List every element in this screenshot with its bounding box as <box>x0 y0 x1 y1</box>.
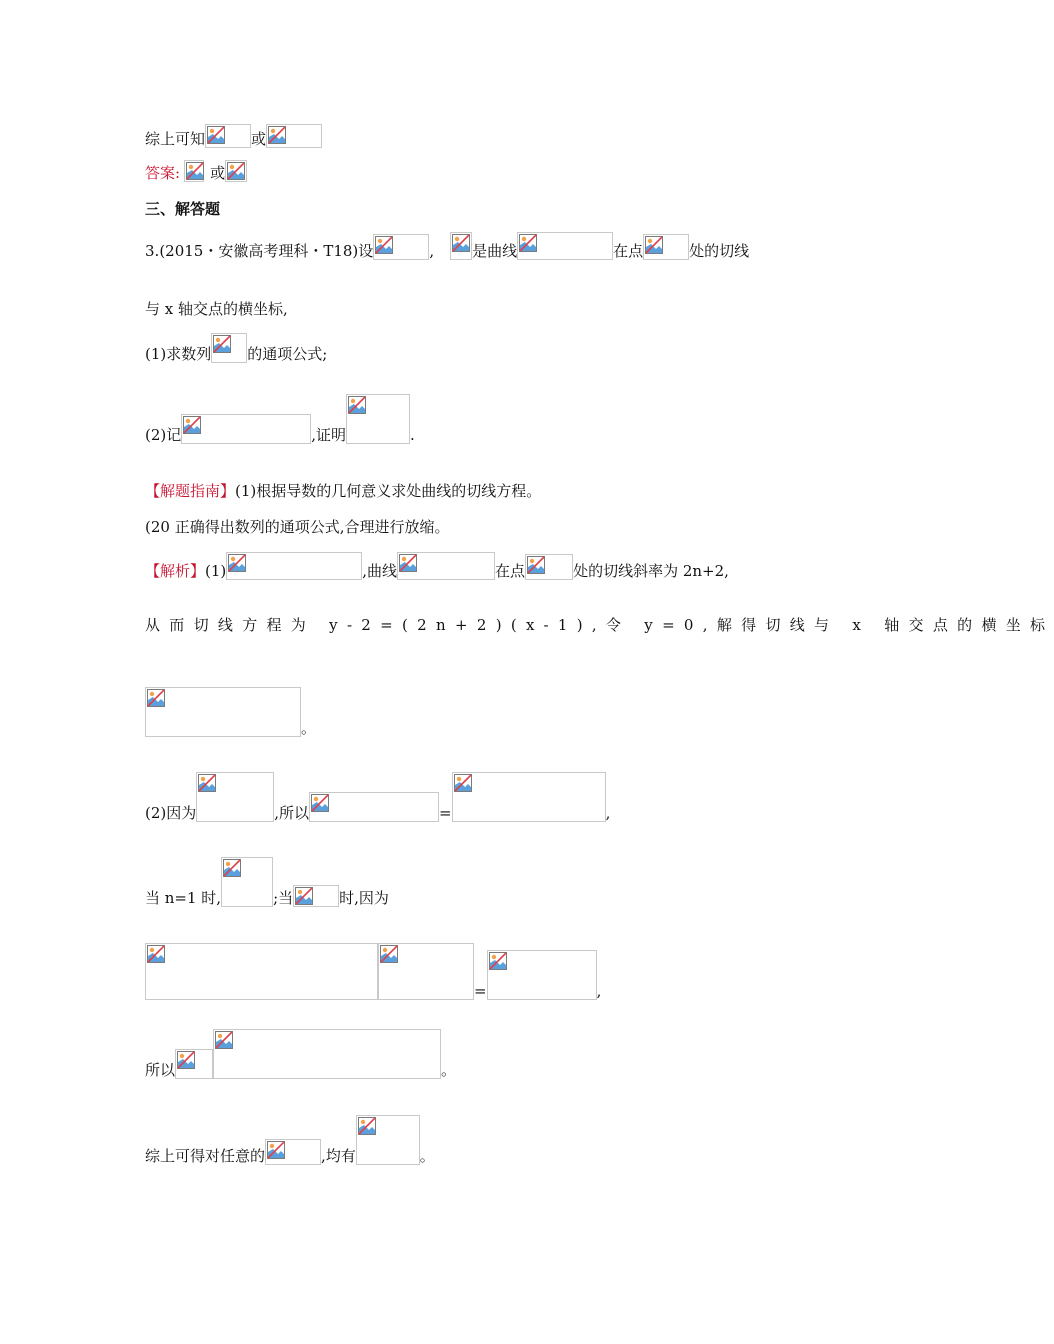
broken-image-icon <box>311 794 329 812</box>
text: ;当 <box>273 889 294 907</box>
formula-image <box>205 124 251 148</box>
solution-part-2-line-4 <box>145 1029 456 1079</box>
text: 综上可知 <box>145 130 206 148</box>
formula-image <box>346 394 410 444</box>
solution-label: 【解析】 <box>145 562 206 580</box>
text: 或 <box>251 130 267 148</box>
text: 。 <box>419 1147 435 1165</box>
formula-image <box>226 552 362 580</box>
solution-part-2-line-3 <box>145 943 601 1000</box>
text: 所以 <box>145 1061 176 1079</box>
broken-image-icon <box>213 335 231 353</box>
text: 时,因为 <box>339 889 389 907</box>
problem-number: 3. <box>145 242 160 260</box>
broken-image-icon <box>177 1051 195 1069</box>
formula-image <box>293 885 339 907</box>
text: 是曲线 <box>472 242 518 260</box>
formula-image <box>356 1115 420 1165</box>
text: , <box>605 804 611 822</box>
broken-image-icon <box>295 887 313 905</box>
text: . <box>410 426 415 444</box>
broken-image-icon <box>198 774 216 792</box>
broken-image-icon <box>147 945 165 963</box>
text: 设 <box>358 242 374 260</box>
text: (20 正确得出数列的通项公式,合理进行放缩。 <box>145 518 450 536</box>
broken-image-icon <box>228 554 246 572</box>
broken-image-icon <box>227 162 245 180</box>
formula-image <box>265 1139 321 1165</box>
solution-line-2 <box>145 616 1054 634</box>
solution-part-2-line-2 <box>145 857 389 907</box>
text: 综上可得对任意的 <box>145 1147 266 1165</box>
broken-image-icon <box>489 952 507 970</box>
formula-image <box>225 160 247 182</box>
part-2-question <box>145 394 415 444</box>
broken-image-icon <box>186 162 204 180</box>
text: (1)根据导数的几何意义求处曲线的切线方程。 <box>235 482 542 500</box>
hint-line <box>145 482 541 500</box>
broken-image-icon <box>348 396 366 414</box>
broken-image-icon <box>223 859 241 877</box>
formula-image <box>525 554 573 580</box>
broken-image-icon <box>380 945 398 963</box>
part-1-question <box>145 333 327 363</box>
formula-image <box>517 232 613 260</box>
formula-image <box>397 552 495 580</box>
broken-image-icon <box>147 689 165 707</box>
broken-image-icon <box>399 554 417 572</box>
formula-image <box>145 687 301 737</box>
broken-image-icon <box>183 416 201 434</box>
section-title-text: 三、解答题 <box>145 200 221 218</box>
text: 在点 <box>495 562 526 580</box>
formula-image <box>373 234 429 260</box>
formula-image <box>211 333 247 363</box>
formula-image <box>213 1029 441 1079</box>
final-conclusion-line <box>145 1115 435 1165</box>
text: 处的切线斜率为 2n+2, <box>573 562 729 580</box>
text: 与 x 轴交点的横坐标, <box>145 300 288 318</box>
text: = <box>474 982 487 1000</box>
text: (2)记 <box>145 426 182 444</box>
broken-image-icon <box>268 126 286 144</box>
formula-image <box>181 414 311 444</box>
broken-image-icon <box>215 1031 233 1049</box>
broken-image-icon <box>207 126 225 144</box>
formula-image <box>487 950 597 1000</box>
text: (1) <box>205 562 227 580</box>
formula-image <box>196 772 274 822</box>
problem-statement-line-2 <box>145 300 288 318</box>
solution-part-2-line-1 <box>145 772 610 822</box>
broken-image-icon <box>358 1117 376 1135</box>
text: ,证明 <box>311 426 347 444</box>
broken-image-icon <box>527 556 545 574</box>
solution-line-1 <box>145 552 729 580</box>
text: 处的切线 <box>689 242 750 260</box>
broken-image-icon <box>452 234 470 252</box>
text: 从而切线方程为 y-2=(2n+2)(x-1),令 y=0,解得切线与 x 轴交点的横坐标 <box>145 616 1054 634</box>
text: (1)求数列 <box>145 345 212 363</box>
text: , <box>596 982 602 1000</box>
text: = <box>439 804 452 822</box>
formula-image <box>175 1049 213 1079</box>
formula-image <box>450 232 472 260</box>
answer-label: 答案: <box>145 164 181 182</box>
conclusion-line <box>145 124 322 148</box>
formula-image <box>145 943 378 1000</box>
formula-image <box>378 943 474 1000</box>
text: 或 <box>210 164 226 182</box>
formula-image <box>221 857 273 907</box>
problem-source: (2015・安徽高考理科・T18) <box>159 242 359 260</box>
text: 在点 <box>613 242 644 260</box>
formula-image <box>643 234 689 260</box>
solution-line-3 <box>145 687 316 737</box>
broken-image-icon <box>375 236 393 254</box>
section-title <box>145 200 220 218</box>
problem-statement-line <box>145 232 749 260</box>
formula-image <box>184 160 204 182</box>
text: ,所以 <box>274 804 310 822</box>
broken-image-icon <box>454 774 472 792</box>
text: 当 n=1 时, <box>145 889 222 907</box>
text: 。 <box>301 719 317 737</box>
formula-image <box>266 124 322 148</box>
text: (2)因为 <box>145 804 197 822</box>
text: , <box>429 242 435 260</box>
hint-line-2 <box>145 518 449 536</box>
broken-image-icon <box>267 1141 285 1159</box>
text: ,均有 <box>321 1147 356 1165</box>
answer-line <box>145 160 247 182</box>
text: 的通项公式; <box>247 345 328 363</box>
hint-label: 【解题指南】 <box>145 482 236 500</box>
text: 。 <box>441 1061 457 1079</box>
formula-image <box>309 792 439 822</box>
broken-image-icon <box>645 236 663 254</box>
text: ,曲线 <box>362 562 398 580</box>
broken-image-icon <box>519 234 537 252</box>
formula-image <box>452 772 606 822</box>
